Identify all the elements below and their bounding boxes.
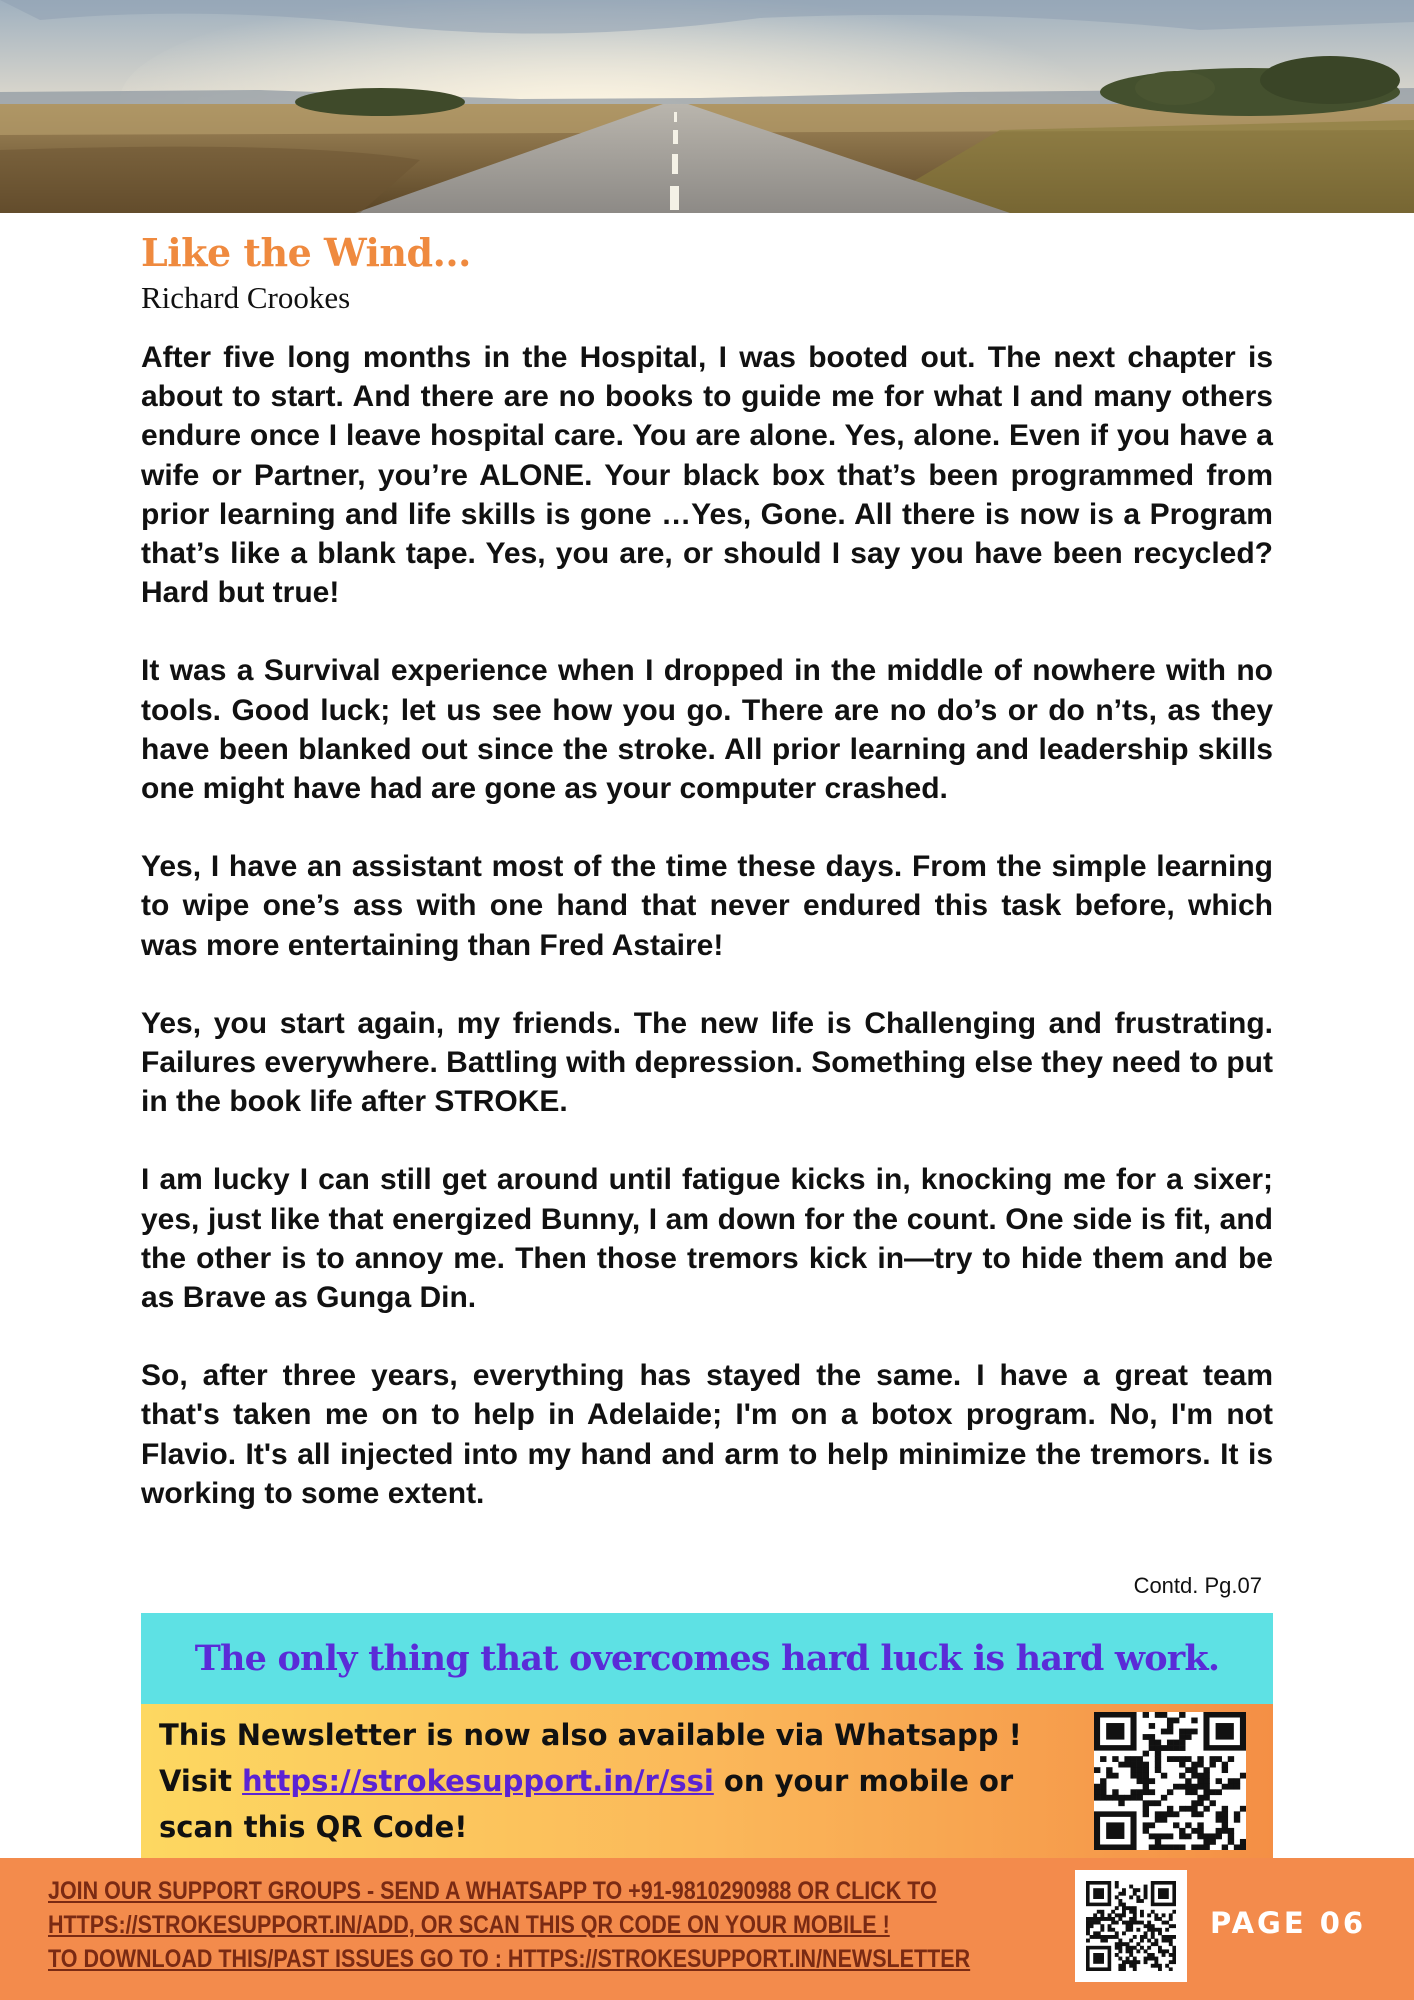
article-paragraph: After five long months in the Hospital, I was booted out. The next chapter is about to start. And there are no books to guide me for what I and many others endure once I leave hospital care. You are alone. Yes, alone. Even if you have a wife or Partner, you’re ALONE. Your black box that’s been programmed from prior learning and life skills is gone …Yes, Gone. All there is now is a Program that’s like a blank tape. Yes, you are, or should I say you have been recycled? Hard but true! xyxy=(141,341,1273,610)
article-body xyxy=(141,338,1273,1552)
article-paragraph: Yes, I have an assistant most of the time these days. From the simple learning to wipe one’s ass with one hand that never endured this task before, which was more entertaining than Fred Astaire! xyxy=(141,850,1273,962)
quote-box xyxy=(141,1613,1273,1704)
whatsapp-promo-box xyxy=(141,1704,1273,1858)
whatsapp-promo-line: This Newsletter is now also available via Whatsapp ! xyxy=(159,1718,1022,1752)
article-paragraph: So, after three years, everything has stayed the same. I have a great team that's taken me on to help in Adelaide; I'm on a botox program. No, I'm not Flavio. It's all injected into my hand and arm to help minimize the tremors. It is working to some extent. xyxy=(141,1359,1273,1510)
whatsapp-promo-line xyxy=(159,1758,1059,1804)
article-paragraph: I am lucky I can still get around until fatigue kicks in, knocking me for a sixer; yes, just like that energized Bunny, I am down for the count. One side is fit, and the other is to annoy me. Then those tremors kick in—try to hide them and be as Brave as Gunga Din. xyxy=(141,1163,1273,1315)
footer-link-line[interactable]: JOIN OUR SUPPORT GROUPS - SEND A WHATSAPP TO +91-9810290988 OR CLICK TO xyxy=(48,1877,937,1905)
article-paragraph: It was a Survival experience when I dropped in the middle of nowhere with no tools. Good luck; let us see how you go. There are no do’s or do n’ts, as they have been blanked out since the stroke. All prior learning and leadership skills one might have had are gone as your computer crashed. xyxy=(141,654,1273,806)
banner-road-image xyxy=(0,0,1414,213)
footer-link-line[interactable]: HTTPS://STROKESUPPORT.IN/ADD, OR SCAN THIS QR CODE ON YOUR MOBILE ! xyxy=(48,1911,890,1939)
qr-code-icon xyxy=(1094,1712,1246,1850)
visit-suffix: on your mobile or xyxy=(713,1764,1014,1798)
article-paragraph: Yes, you start again, my friends. The new life is Challenging and frustrating. Failures everywhere. Battling with depression. Something else they need to put in the book life after STROKE. xyxy=(141,1006,1273,1119)
continued-note: Contd. Pg.07 xyxy=(1133,1573,1262,1598)
whatsapp-link[interactable]: https://strokesupport.in/r/ssi xyxy=(242,1764,714,1798)
footer-link-line[interactable]: TO DOWNLOAD THIS/PAST ISSUES GO TO : HTTPS://STROKESUPPORT.IN/NEWSLETTER xyxy=(48,1945,971,1973)
page-number: PAGE 06 xyxy=(1210,1906,1367,1940)
footer-qr-container xyxy=(1075,1870,1187,1982)
footer-text xyxy=(48,1874,971,1976)
footer xyxy=(0,1858,1414,2000)
qr-code-icon xyxy=(1086,1881,1176,1971)
article-title: Like the Wind... xyxy=(141,230,471,275)
article-author: Richard Crookes xyxy=(141,280,351,315)
whatsapp-promo-text xyxy=(159,1712,1059,1850)
whatsapp-promo-line: scan this QR Code! xyxy=(159,1810,468,1844)
quote-text: The only thing that overcomes hard luck is hard work. xyxy=(194,1638,1220,1679)
visit-label: Visit xyxy=(159,1764,243,1798)
